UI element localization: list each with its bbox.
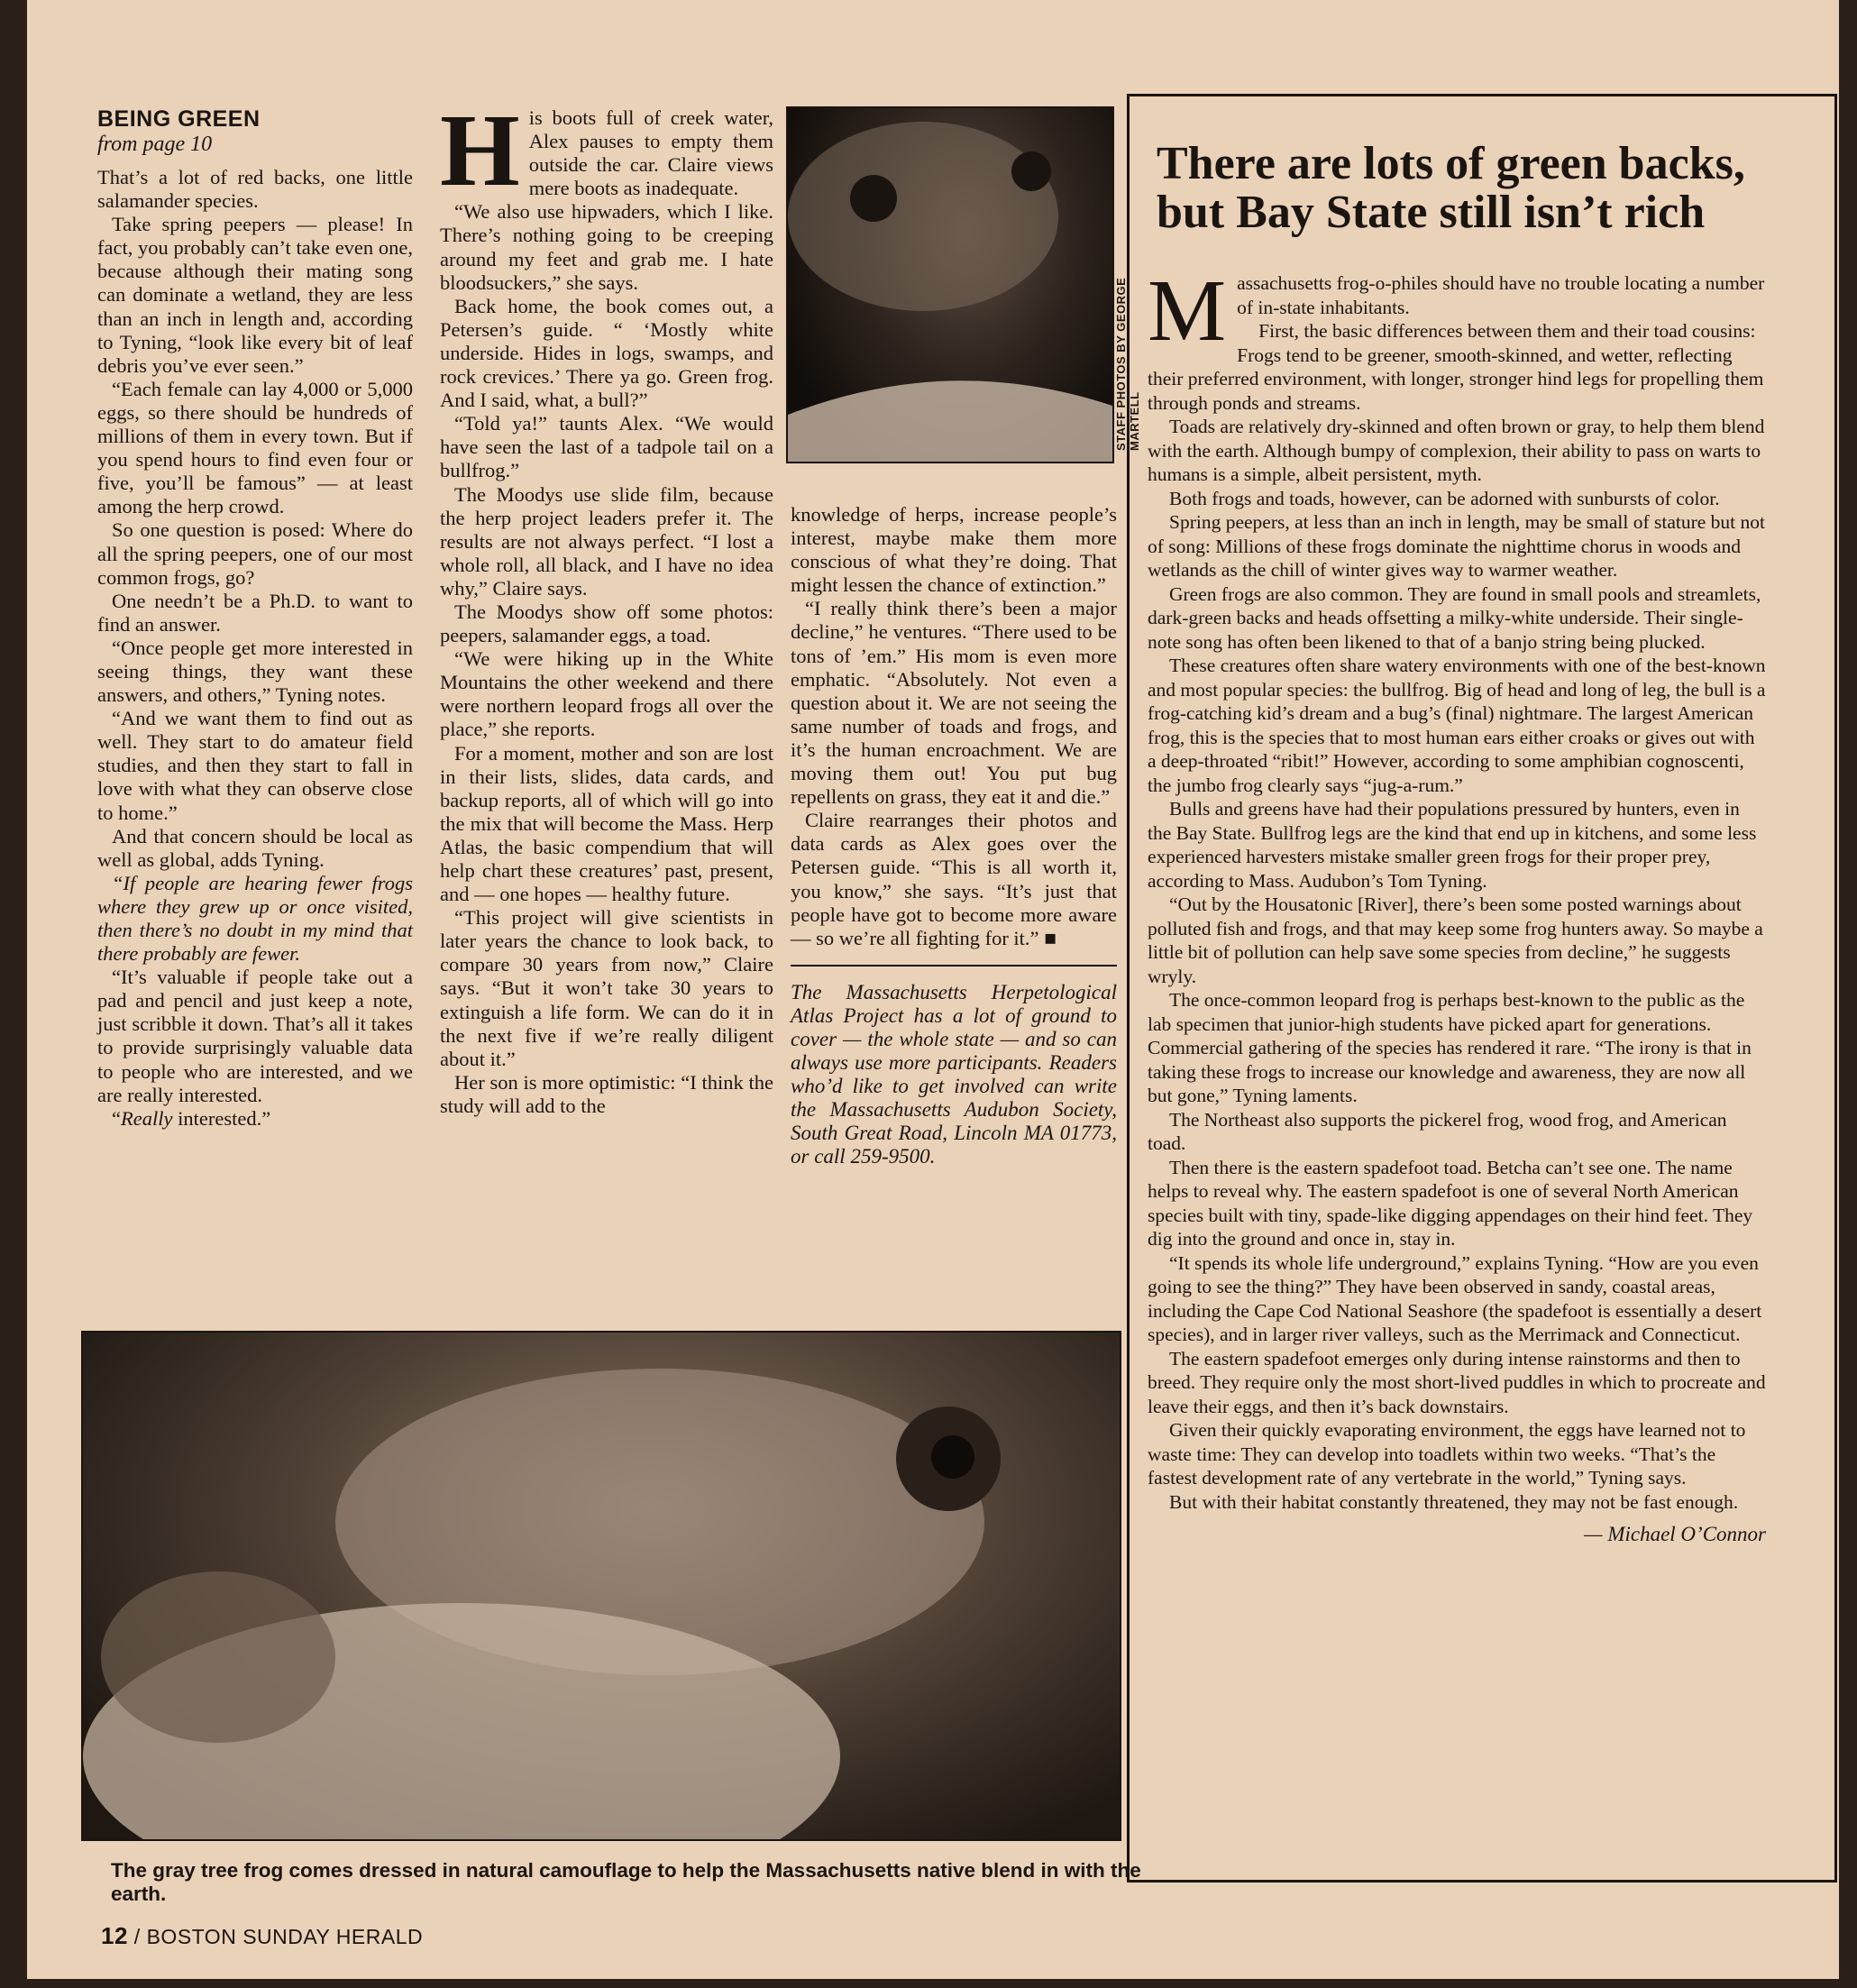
paragraph: One needn’t be a Ph.D. to want to find an answer.	[97, 589, 413, 636]
frog-head-illustration	[788, 108, 1112, 462]
paragraph	[791, 809, 1117, 950]
sidebar-box	[1127, 94, 1837, 1883]
sidebar-paragraph: Toads are relatively dry-skinned and often brown or gray, to help them blend with the earth. Although bumpy of complexion, their ability to pass on warts to humans is a simple, albeit persistent, myth.	[1148, 416, 1765, 485]
paragraph: “Each female can lay 4,000 or 5,000 eggs, so there should be hundreds of millions of them in every town. But if you spend hours to find even four or five, you’ll be famous” — at least among the herp crowd.	[97, 377, 413, 518]
frog-closeup-photo	[786, 106, 1114, 463]
paragraph: So one question is posed: Where do all the spring peepers, one of our most common frogs, go?	[97, 518, 413, 589]
sidebar-paragraph: “It spends its whole life underground,” explains Tyning. “How are you even going to see the thing?” They have been observed in sandy, coastal areas, including the Cape Cod National Seashore (the spadefoot is essentially a desert species), and in larger river valleys, such as the Merrimack and Connecticut.	[1148, 1251, 1762, 1345]
sidebar-lead	[1148, 262, 1766, 360]
lead-text: assachusetts frog-o-philes should have no trouble locating a number of in-state inhabitants.	[1237, 272, 1765, 318]
quote-mark: “	[112, 1106, 121, 1130]
paragraph: “And we want them to find out as well. They start to do amateur field studies, and then they start to fall in love with what they can observe close to home.”	[97, 707, 413, 824]
paragraph: The Moodys use slide film, because the herp project leaders prefer it. The results are not always perfect. “I lost a whole roll, all black, and I have no idea why,” Claire says.	[440, 482, 773, 600]
folio-separator: /	[127, 1925, 147, 1948]
drop-cap: M	[1148, 262, 1227, 360]
closing-text: interested.”	[172, 1106, 271, 1130]
sidebar-content	[1148, 140, 1766, 1547]
paragraph: “Once people get more interested in seeing things, they want these answers, and others,” Tyning notes.	[97, 636, 413, 707]
page-number: 12	[101, 1922, 128, 1949]
paragraph: The Moodys show off some photos: peepers, salamander eggs, a toad.	[440, 600, 773, 647]
sidebar-paragraph: Green frogs are also common. They are found in small pools and streamlets, dark-green backs and heads offsetting a milky-white underside. Their single-note song has often been likened to that of a banjo string being plucked.	[1148, 582, 1761, 653]
section-kicker: BEING GREEN	[97, 106, 261, 132]
emphasis: Really	[121, 1106, 173, 1130]
italic-quote: “If people are hearing fewer frogs where they grew up or once visited, then there’s no doubt in my mind that there probably are fewer.	[97, 871, 413, 966]
newspaper-name: BOSTON SUNDAY HERALD	[146, 1925, 424, 1948]
paragraph: “Told ya!” taunts Alex. “We would have seen the last of a tadpole tail on a bullfrog.”	[440, 412, 773, 482]
paragraph: Take spring peepers — please! In fact, you probably can’t take even one, because although their mating song can dominate a wetland, they are less than an inch in length and, according to Tyning, “look like every bit of leaf debris you’ve ever seen.”	[97, 213, 413, 377]
jump-line: from page 10	[97, 133, 213, 156]
page-folio	[101, 1922, 423, 1950]
photo-credit: STAFF PHOTOS BY GEORGE MARTELL	[1114, 277, 1141, 451]
gray-tree-frog-photo	[81, 1331, 1121, 1841]
lead-text: is boots full of creek water, Alex pauses to empty them outside the car. Claire views mere boots as inadequate.	[528, 106, 773, 200]
end-mark: ■	[1044, 926, 1057, 949]
newspaper-page	[27, 0, 1839, 1979]
sidebar-body	[1148, 262, 1766, 1547]
paragraph: That’s a lot of red backs, one little salamander species.	[97, 166, 413, 213]
divider-rule	[791, 965, 1117, 967]
sidebar-paragraph: Both frogs and toads, however, can be adorned with sunbursts of color.	[1169, 487, 1720, 509]
paragraph: “We also use hipwaders, which I like. There’s nothing going to be creeping around my feet and grab me. I hate bloodsuckers,” she says.	[440, 200, 773, 294]
paragraph: Back home, the book comes out, a Petersen’s guide. “ ‘Mostly white underside. Hides in logs, swamps, and rock crevices.’ There ya go. Green frog. And I said, what, a bull?”	[440, 294, 773, 412]
sidebar-paragraph: The Northeast also supports the pickerel frog, wood frog, and American toad.	[1148, 1108, 1727, 1154]
paragraph: “This project will give scientists in later years the chance to look back, to compare 30 years from now,” Claire says. “But it won’t take 30 years to extinguish a life form. We can do it in the next five if we’re really diligent about it.”	[440, 906, 773, 1070]
sidebar-paragraph: The eastern spadefoot emerges only during intense rainstorms and then to breed. They require only the most short-lived puddles in which to procreate and leave their eggs, and then it’s back downstairs.	[1148, 1347, 1766, 1417]
paragraph: knowledge of herps, increase people’s interest, maybe make them more conscious of what they’re doing. That might lessen the chance of extinction.”	[791, 503, 1117, 597]
sidebar-paragraph: Spring peepers, at less than an inch in length, may be small of stature but not of song: Millions of these frogs dominate the nighttime chorus in woods and wetlands as the chill of winter gives way to warmer weather.	[1148, 511, 1765, 581]
paragraph-text: Claire rearranges their photos and data cards as Alex goes over the Petersen guide. “This is all worth it, you know,” she says. “It’s just that people have got to become more aware — so we’re all fighting for it.”	[791, 809, 1117, 949]
sidebar-paragraph: First, the basic differences between them and their toad cousins: Frogs tend to be greener, smooth-skinned, and wetter, reflecting their preferred environment, with longer, stronger hind legs for propelling them through ponds and streams.	[1148, 320, 1764, 414]
sidebar-paragraph: Given their quickly evaporating environment, the eggs have learned not to waste time: They can develop into toadlets within two weeks. “That’s the fastest development rate of any vertebrate in the world,” Tyning says.	[1148, 1419, 1746, 1489]
sidebar-paragraph: Then there is the eastern spadefoot toad. Betcha can’t see one. The name helps to reveal why. The eastern spadefoot is one of several North American species built with tiny, spade-like digging appendages on their hind feet. They dig into the ground and once in, stay in.	[1148, 1156, 1753, 1250]
tree-frog-illustration	[83, 1333, 1120, 1839]
sidebar-headline: There are lots of green backs, but Bay State still isn’t rich	[1157, 138, 1745, 238]
paragraph: “We were hiking up in the White Mountains the other weekend and there were northern leopard frogs all over the place,” she reports.	[440, 647, 773, 741]
sidebar-paragraph: But with their habitat constantly threatened, they may not be fast enough.	[1169, 1490, 1739, 1513]
sidebar-paragraph: Bulls and greens have had their populations pressured by hunters, even in the Bay State. Bullfrog legs are the kind that end up in kitchens, and some less experienced harvesters mistake smaller green frogs for their proper prey, according to Mass. Audubon’s Tom Tyning.	[1148, 798, 1757, 892]
article-column-2	[440, 93, 773, 1118]
paragraph: Her son is more optimistic: “I think the study will add to the	[440, 1070, 773, 1117]
sidebar-paragraph: These creatures often share watery environments with one of the best-known and most popular species: the bullfrog. Big of head and long of leg, the bull is a frog-catching kid’s dream and a bug’s (final) nightmare. The largest American frog, this is the species that to most human ears either croaks or gives out with a deep-throated “ribit!” However, according to some amphibian cognoscenti, the jumbo frog clearly says “jug-a-rum.”	[1148, 655, 1766, 796]
paragraph: For a moment, mother and son are lost in their lists, slides, data cards, and backup reports, all of which will go into the mix that will become the Mass. Herp Atlas, the basic compendium that will help chart these creatures’ past, present, and — one hopes — healthy future.	[440, 741, 773, 906]
photo-caption: The gray tree frog comes dressed in natural camouflage to help the Massachusetts native blend in with the earth.	[111, 1859, 1141, 1905]
paragraph: “I really think there’s been a major decline,” he ventures. “There used to be tons of ’em.” His mom is even more emphatic. “Absolutely. Not even a question about it. We are not seeing the same number of toads and frogs, and it’s the human encroachment. We are moving them out! You put bug repellents on grass, they eat it and die.”	[791, 597, 1117, 809]
article-column-3	[791, 503, 1117, 1168]
lead-paragraph	[440, 93, 773, 207]
sidebar-paragraph: The once-common leopard frog is perhaps best-known to the public as the lab specimen that junior-high students have picked apart for generations. Commercial gathering of the species has rendered it rare. “The irony is that in taking these frogs to increase our knowledge and awareness, they are now all but gone,” Tyning laments.	[1148, 989, 1752, 1106]
paragraph: “It’s valuable if people take out a pad and pencil and just keep a note, just scribble it down. That’s all it takes to provide surprisingly valuable data to people who are interested, and we are really interested.	[97, 966, 413, 1106]
closing-paragraph	[97, 1107, 413, 1131]
paragraph: And that concern should be local as well as global, adds Tyning.	[97, 824, 413, 871]
article-column-1	[97, 106, 413, 1131]
sidebar-paragraph: “Out by the Housatonic [River], there’s been some posted warnings about polluted fish and frogs, and that may keep some frog hunters away. So maybe a little bit of pollution can help save some species from decline,” he suggests wryly.	[1148, 893, 1763, 987]
project-note: The Massachusetts Herpetological Atlas Project has a lot of ground to cover — the whole state — and so can always use more participants. Readers who’d like to get involved can write the Massachusetts Audubon Society, South Great Road, Lincoln MA 01773, or call 259-9500.	[791, 980, 1117, 1168]
byline: — Michael O’Connor	[1584, 1523, 1766, 1545]
drop-cap: H	[440, 93, 520, 207]
